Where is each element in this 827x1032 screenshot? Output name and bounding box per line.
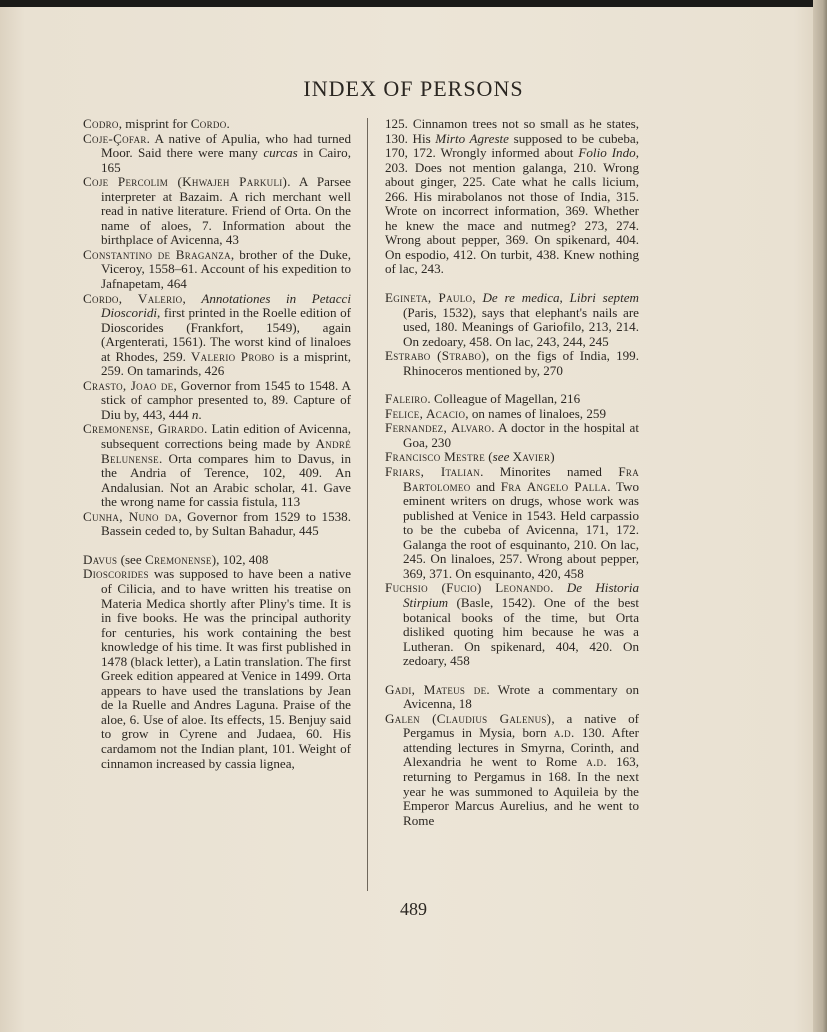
cross-reference: Fra Bartolomeo: [403, 464, 639, 494]
entry-text: ,: [472, 290, 483, 306]
entry-text: , brother of the Duke, Viceroy, 1558–61. Account of his expedition to Jafnapetam, 464: [101, 246, 352, 292]
entry-text: (: [485, 449, 493, 465]
entry-heading: Davus: [83, 551, 118, 567]
entry-text: supposed to be cubeba, 170, 172. Wrongly informed about: [385, 130, 639, 161]
entry-heading: Cordo, Valerio: [83, 290, 183, 306]
index-entry: [83, 248, 351, 292]
entry-heading: Galen (Claudius Galenus): [385, 710, 552, 726]
italic-title: De Historia Stirpium: [403, 580, 639, 610]
index-entry: [83, 379, 351, 423]
entry-text: .: [198, 406, 202, 422]
index-entry: [385, 392, 639, 407]
index-entry: [385, 421, 639, 450]
index-entry: [83, 117, 351, 132]
entry-text: in Cairo, 165: [101, 145, 351, 175]
index-entry: [385, 581, 639, 668]
entry-text: , first printed in the Roelle edition of Dioscorides (Frankfort, 1549), again (Argenterati, 1561). The worst kind of linaloes at Rhodes, 259.: [101, 305, 351, 364]
column-divider: [367, 118, 368, 891]
index-entry: [385, 117, 639, 277]
entry-text: .: [550, 580, 567, 596]
entry-heading: Estrabo (Strabo): [385, 348, 486, 364]
entry-text: 125. Cinnamon trees not so small as he states, 130. His: [385, 116, 639, 146]
italic-title: Annotationes in Petacci Dioscoridi: [101, 290, 351, 321]
entry-heading: Felice, Acacio: [385, 405, 466, 421]
page-right-edge: [813, 0, 827, 1032]
page-title: INDEX OF PERSONS: [303, 76, 524, 101]
italic-title: Mirto Agreste: [435, 130, 509, 146]
index-entry: [385, 349, 639, 378]
entry-text: . A Parsee interpreter at Bazaim. A rich merchant well read in native literature. Friend of Orta. On the name of aloes, 7. Information about the birthplace of Avicenna, 43: [101, 174, 351, 248]
index-entry: [83, 553, 351, 568]
entry-text: .: [226, 116, 230, 131]
entry-heading: Coje Percolim (Khwajeh Parkuli): [83, 174, 288, 190]
index-entry: [385, 712, 639, 828]
entry-text: (Basle, 1542). One of the best botanical books of the time, but Orta disliked quoting him because he was a Lutheran. On spikenard, 404, 420. On zedoary, 458: [403, 594, 639, 669]
index-entry: [83, 175, 351, 248]
left-column: [83, 117, 351, 771]
cross-reference: André Belunense: [101, 436, 351, 466]
entry-text: (Paris, 1532), says that elephant's nails are used, 180. Meanings of Gariofilo, 213, 214. On zedoary, 458. On lac, 243, 244, 245: [403, 304, 639, 349]
cross-reference: Xavier: [512, 449, 551, 465]
entry-heading: Friars, Italian: [385, 464, 481, 480]
index-entry: [385, 291, 639, 349]
italic-title: see: [492, 449, 510, 465]
index-entry: [83, 422, 351, 509]
entry-text: was supposed to have been a native of Cilicia, and to have written his treatise on Materia Medica shortly after Pliny's time. It is in five books. He was the principal authority for centuries, his work containing the best knowledge of his time. It was first published in 1478 (black letter), a Latin translation. The first Greek edition appeared at Venice in 1499. Orta appears to have used the translations by Jean de la Ruelle and Andres Laguna. Praise of the aloe, 6. Use of aloe. Its effects, 15. Benjuy said to grow in Cyrene and Judaea, 60. His cardamom not the Indian plant, 101. Weight of cinnamon increased by cassia lignea,: [101, 566, 351, 771]
italic-title: De re medica, Libri septem: [482, 290, 640, 306]
cross-reference: Cordo: [190, 116, 227, 131]
entry-heading: Francisco Mestre: [385, 449, 486, 465]
entry-text: . Colleague of Magellan, 216: [427, 391, 581, 407]
index-entry: [83, 132, 351, 176]
entry-text: is a misprint, 259. On tamarinds, 426: [101, 348, 351, 379]
entry-heading: Coje-Çofar: [83, 130, 147, 146]
entry-heading: Faleiro: [385, 391, 428, 407]
entry-text: . Latin edition of Avicenna, subsequent corrections being made by: [101, 421, 351, 452]
entry-heading: Dioscorides: [83, 566, 149, 582]
entry-text: , on the figs of India, 199. Rhinoceros mentioned by, 270: [403, 348, 639, 378]
entry-text: 130. After attending lectures in Smyrna, Corinth, and Alexandria he went to Rome: [403, 725, 639, 770]
entry-text: 163, returning to Pergamus in 168. In the next year he was summoned to Aquileia by the Emperor Marcus Aurelius, and he went to Rome: [403, 754, 639, 828]
entry-heading: Fernandez, Alvaro: [385, 420, 492, 436]
index-entry: [385, 407, 639, 422]
cross-reference: a.d.: [553, 725, 575, 741]
entry-heading: Codro: [83, 116, 119, 131]
entry-text: and: [470, 478, 501, 494]
italic-title: Folio Indo: [578, 145, 636, 161]
index-entry: [83, 567, 351, 771]
cross-reference: Cremonense: [144, 551, 212, 567]
italic-title: n: [191, 406, 199, 422]
index-entry: [385, 683, 639, 712]
entry-text: , a native of Pergamus in Mysia, born: [403, 710, 639, 741]
right-column: [385, 117, 639, 828]
entry-heading: Egineta, Paulo: [385, 290, 473, 306]
entry-text: . Minorites named: [480, 464, 619, 480]
index-entry: [83, 292, 351, 379]
page-number: 489: [400, 899, 427, 919]
entry-text: ): [550, 449, 555, 465]
scan-top-edge: [0, 0, 827, 7]
entry-text: , on names of linaloes, 259: [465, 405, 606, 421]
cross-reference: a.d.: [586, 754, 607, 770]
cross-reference: Valerio Probo: [190, 348, 275, 364]
entry-heading: Crasto, Joao de: [83, 377, 174, 393]
entry-text: , misprint for: [118, 116, 191, 131]
entry-text: , 203. Does not mention galanga, 210. Wrong about ginger, 225. Cate what he calls licium, 266. His mirabolanos not those of India, 315. Wrote on incorrect information, 369. Whether he knew the mace and nutmeg? 273, 274. Wrong about pepper, 369. On spikenard, 404. On espodio, 412. On turbit, 438. Knew nothing of lac, 243.: [385, 145, 639, 277]
index-entry: [385, 465, 639, 581]
entry-heading: Gadi, Mateus de: [385, 681, 487, 697]
entry-text: . Two eminent writers on drugs, whose work was published at Venice in 1543. Held carpassio to be the cubeba of Avicenna, 171, 172. Galanga the root of esquinanto, 210. On lac, 245. On linaloes, 257. Wrong about pepper, 369, 371. On esquinanto, 420, 458: [403, 478, 639, 581]
entry-heading: Constantino de Braganza: [83, 246, 231, 262]
entry-text: . Wrote a commentary on Avicenna, 18: [403, 681, 639, 712]
entry-text: . Orta compares him to Davus, in the Andria of Terence, 102, 409. An Andalusian. Not an Arabic scholar, 41. Gave the wrong name for cassia fistula, 113: [101, 450, 351, 510]
entry-text: (see: [117, 551, 145, 567]
entry-text: . A doctor in the hospital at Goa, 230: [403, 420, 640, 450]
entry-text: . A native of Apulia, who had turned Moor. Said there were many: [101, 130, 351, 161]
entry-text: ), 102, 408: [211, 551, 269, 567]
entry-heading: Cunha, Nuno da: [83, 508, 179, 524]
index-entry: [385, 450, 639, 465]
index-entry: [83, 510, 351, 539]
entry-text: , Governor from 1545 to 1548. A stick of camphor presented to, 89. Capture of Diu by, 443, 444: [101, 377, 351, 422]
entry-text: ,: [182, 290, 202, 306]
entry-heading: Cremonense, Girardo: [83, 421, 204, 437]
cross-reference: Fra Angelo Palla: [500, 478, 608, 494]
entry-heading: Fuchsio (Fucio) Leonando: [385, 580, 551, 596]
italic-title: curcas: [263, 145, 298, 161]
entry-text: , Governor from 1529 to 1538. Bassein ceded to, by Sultan Bahadur, 445: [101, 508, 351, 539]
